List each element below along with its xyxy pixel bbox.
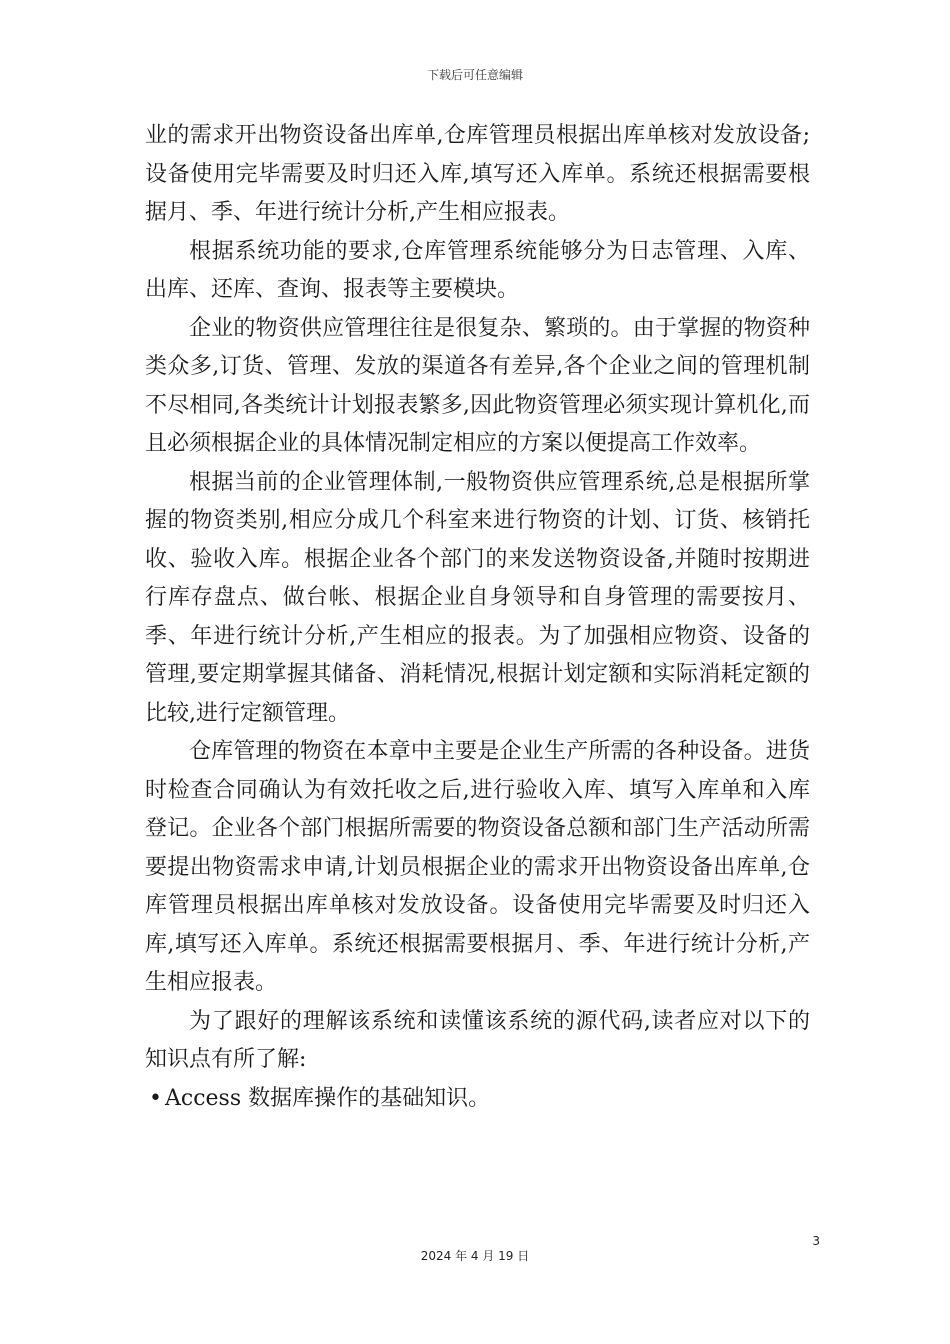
paragraph-1: 业的需求开出物资设备出库单,仓库管理员根据出库单核对发放设备;设备使用完毕需要及时归还入库,填写还入库单。系统还根据需要根据月、季、年进行统计分析,产生相应报表。 xyxy=(145,123,810,225)
paragraph-3: 企业的物资供应管理往往是很复杂、繁琐的。由于掌握的物资种类众多,订货、管理、发放的渠道各有差异,各个企业之间的管理机制不尽相同,各类统计计划报表繁多,因此物资管理必须实现计算机化,而且必须根据企业的具体情况制定相应的方案以便提高工作效率。 xyxy=(145,315,810,456)
paragraph-2: 根据系统功能的要求,仓库管理系统能够分为日志管理、入库、出库、还库、查询、报表等主要模块。 xyxy=(145,238,810,302)
page-header: 下载后可任意编辑 xyxy=(426,68,523,82)
page-number: 3 xyxy=(812,1234,820,1248)
paragraph-6: 为了跟好的理解该系统和读懂该系统的源代码,读者应对以下的知识点有所了解: xyxy=(145,1008,810,1072)
bullet-item xyxy=(145,1080,810,1119)
page-footer-date: 2024 年 4 月 19 日 xyxy=(420,1249,530,1263)
bullet-marker: • xyxy=(149,1085,162,1111)
paragraph-4: 根据当前的企业管理体制,一般物资供应管理系统,总是根据所掌握的物资类别,相应分成几个科室来进行物资的计划、订货、核销托收、验收入库。根据企业各个部门的来发送物资设备,并随时按期进行库存盘点、做台帐、根据企业自身领导和自身管理的需要按月、季、年进行统计分析,产生相应的报表。为了加强相应物资、设备的管理,要定期掌握其储备、消耗情况,根据计划定额和实际消耗定额的比较,进行定额管理。 xyxy=(145,469,810,726)
paragraph-5: 仓库管理的物资在本章中主要是企业生产所需的各种设备。进货时检查合同确认为有效托收之后,进行验收入库、填写入库单和入库登记。企业各个部门根据所需要的物资设备总额和部门生产活动所需要提出物资需求申请,计划员根据企业的需求开出物资设备出库单,仓库管理员根据出库单核对发放设备。设备使用完毕需要及时归还入库,填写还入库单。系统还根据需要根据月、季、年进行统计分析,产生相应报表。 xyxy=(145,739,810,995)
document-body xyxy=(145,117,810,1118)
bullet-text: Access 数据库操作的基础知识。 xyxy=(165,1085,491,1111)
